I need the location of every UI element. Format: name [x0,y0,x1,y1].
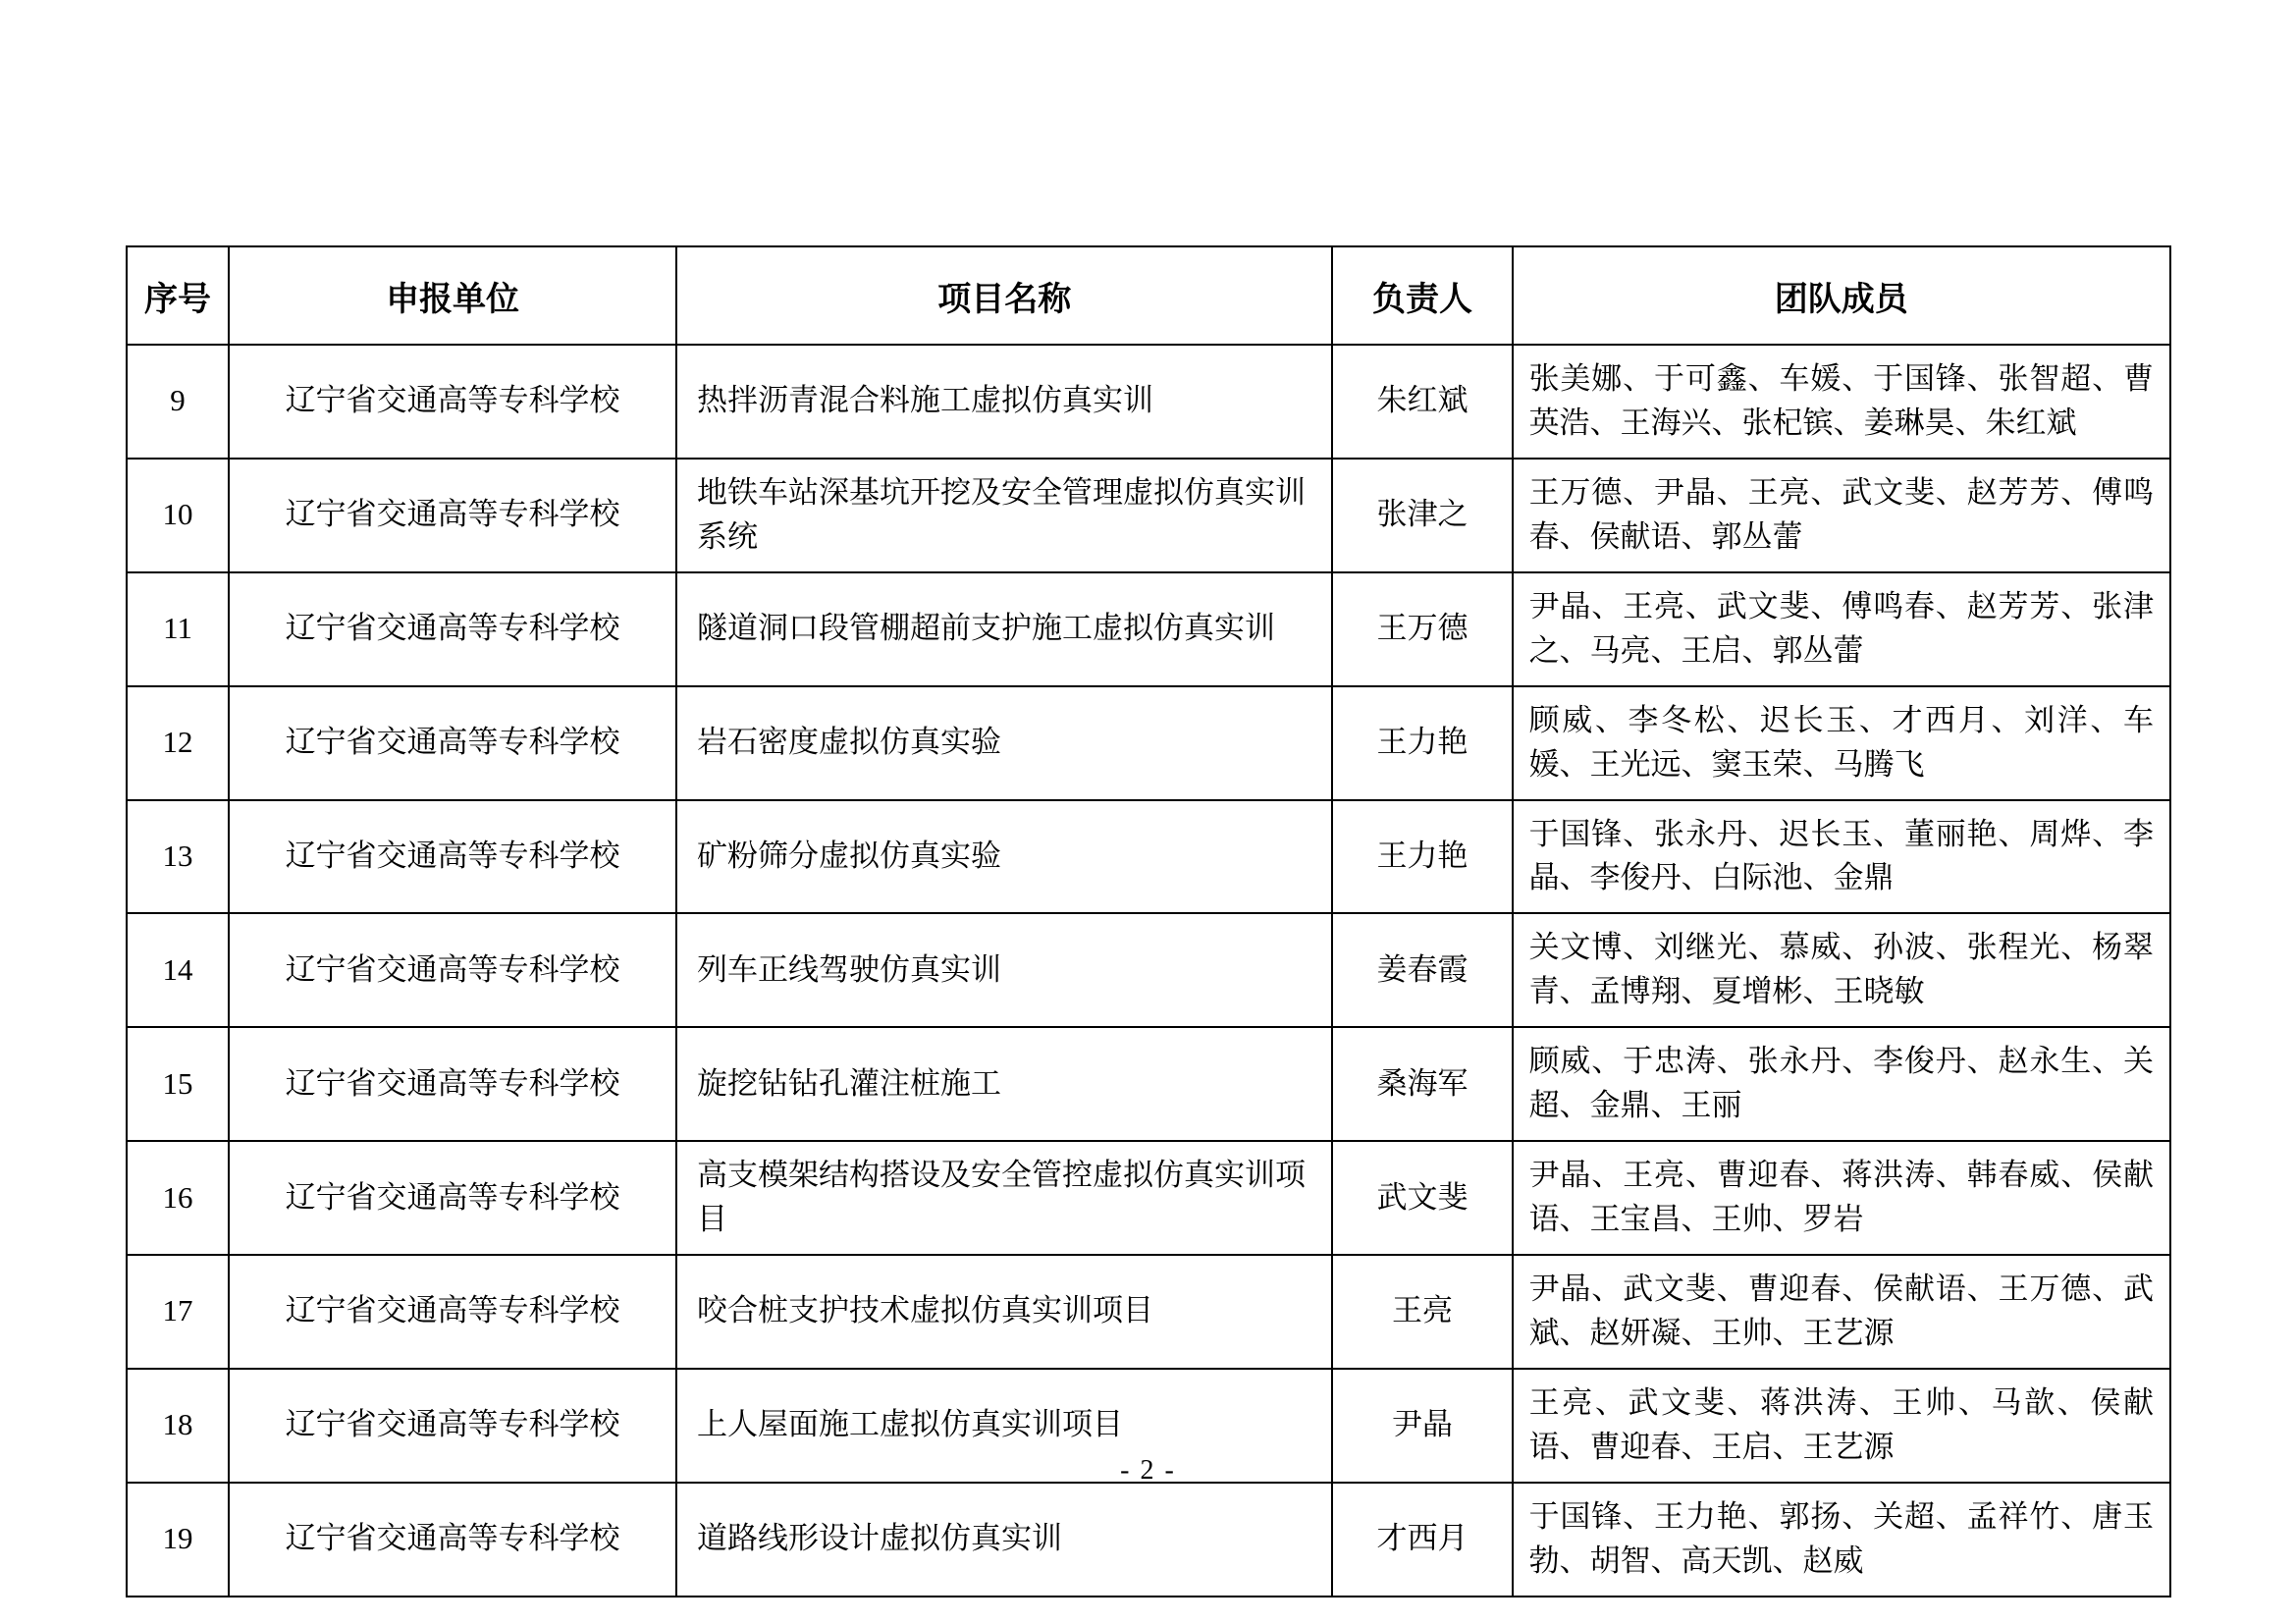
team-cell: 尹晶、武文斐、曹迎春、侯献语、王万德、武斌、赵妍凝、王帅、王艺源 [1513,1255,2170,1369]
leader-cell: 姜春霞 [1332,913,1512,1027]
project-cell: 旋挖钻钻孔灌注桩施工 [676,1027,1332,1141]
no-cell: 17 [127,1255,229,1369]
team-cell: 关文博、刘继光、慕威、孙波、张程光、杨翠青、孟博翔、夏增彬、王晓敏 [1513,913,2170,1027]
team-cell: 张美娜、于可鑫、车媛、于国锋、张智超、曹英浩、王海兴、张杞镔、姜琳昊、朱红斌 [1513,345,2170,459]
leader-cell: 王亮 [1332,1255,1512,1369]
no-cell: 9 [127,345,229,459]
table-row [127,1483,2170,1597]
project-cell: 列车正线驾驶仿真实训 [676,913,1332,1027]
team-cell: 顾威、李冬松、迟长玉、才西月、刘洋、车媛、王光远、窦玉荣、马腾飞 [1513,686,2170,800]
project-cell: 高支模架结构搭设及安全管控虚拟仿真实训项目 [676,1141,1332,1255]
leader-cell: 才西月 [1332,1483,1512,1597]
unit-cell: 辽宁省交通高等专科学校 [229,1483,676,1597]
unit-cell: 辽宁省交通高等专科学校 [229,1027,676,1141]
unit-cell: 辽宁省交通高等专科学校 [229,913,676,1027]
project-cell: 道路线形设计虚拟仿真实训 [676,1483,1332,1597]
no-cell: 15 [127,1027,229,1141]
leader-cell: 朱红斌 [1332,345,1512,459]
leader-cell: 王万德 [1332,572,1512,686]
header-no: 序号 [127,246,229,345]
table-row [127,345,2170,459]
no-cell: 14 [127,913,229,1027]
table-row [127,1141,2170,1255]
team-cell: 顾威、于忠涛、张永丹、李俊丹、赵永生、关超、金鼎、王丽 [1513,1027,2170,1141]
project-cell: 地铁车站深基坑开挖及安全管理虚拟仿真实训系统 [676,459,1332,572]
team-cell: 尹晶、王亮、武文斐、傅鸣春、赵芳芳、张津之、马亮、王启、郭丛蕾 [1513,572,2170,686]
header-project: 项目名称 [676,246,1332,345]
table-row [127,686,2170,800]
leader-cell: 武文斐 [1332,1141,1512,1255]
leader-cell: 尹晶 [1332,1369,1512,1483]
unit-cell: 辽宁省交通高等专科学校 [229,459,676,572]
unit-cell: 辽宁省交通高等专科学校 [229,1141,676,1255]
leader-cell: 王力艳 [1332,800,1512,914]
team-cell: 尹晶、王亮、曹迎春、蒋洪涛、韩春威、侯献语、王宝昌、王帅、罗岩 [1513,1141,2170,1255]
project-cell: 咬合桩支护技术虚拟仿真实训项目 [676,1255,1332,1369]
project-cell: 上人屋面施工虚拟仿真实训项目 [676,1369,1332,1483]
project-cell: 热拌沥青混合料施工虚拟仿真实训 [676,345,1332,459]
leader-cell: 桑海军 [1332,1027,1512,1141]
unit-cell: 辽宁省交通高等专科学校 [229,1369,676,1483]
table-header-row [127,246,2170,345]
table-row [127,913,2170,1027]
unit-cell: 辽宁省交通高等专科学校 [229,345,676,459]
project-cell: 岩石密度虚拟仿真实验 [676,686,1332,800]
table-row [127,572,2170,686]
leader-cell: 张津之 [1332,459,1512,572]
unit-cell: 辽宁省交通高等专科学校 [229,572,676,686]
team-cell: 于国锋、张永丹、迟长玉、董丽艳、周烨、李晶、李俊丹、白际池、金鼎 [1513,800,2170,914]
team-cell: 王亮、武文斐、蒋洪涛、王帅、马歆、侯献语、曹迎春、王启、王艺源 [1513,1369,2170,1483]
no-cell: 10 [127,459,229,572]
header-team: 团队成员 [1513,246,2170,345]
no-cell: 13 [127,800,229,914]
unit-cell: 辽宁省交通高等专科学校 [229,800,676,914]
no-cell: 12 [127,686,229,800]
table-row [127,800,2170,914]
unit-cell: 辽宁省交通高等专科学校 [229,686,676,800]
no-cell: 19 [127,1483,229,1597]
leader-cell: 王力艳 [1332,686,1512,800]
page-number: - 2 - [1120,1455,1176,1486]
team-cell: 王万德、尹晶、王亮、武文斐、赵芳芳、傅鸣春、侯献语、郭丛蕾 [1513,459,2170,572]
table-row [127,459,2170,572]
table-row [127,1255,2170,1369]
project-cell: 隧道洞口段管棚超前支护施工虚拟仿真实训 [676,572,1332,686]
header-leader: 负责人 [1332,246,1512,345]
project-cell: 矿粉筛分虚拟仿真实验 [676,800,1332,914]
team-cell: 于国锋、王力艳、郭扬、关超、孟祥竹、唐玉勃、胡智、高天凯、赵威 [1513,1483,2170,1597]
no-cell: 16 [127,1141,229,1255]
no-cell: 18 [127,1369,229,1483]
no-cell: 11 [127,572,229,686]
projects-table [126,245,2171,1597]
header-unit: 申报单位 [229,246,676,345]
unit-cell: 辽宁省交通高等专科学校 [229,1255,676,1369]
table-row [127,1027,2170,1141]
